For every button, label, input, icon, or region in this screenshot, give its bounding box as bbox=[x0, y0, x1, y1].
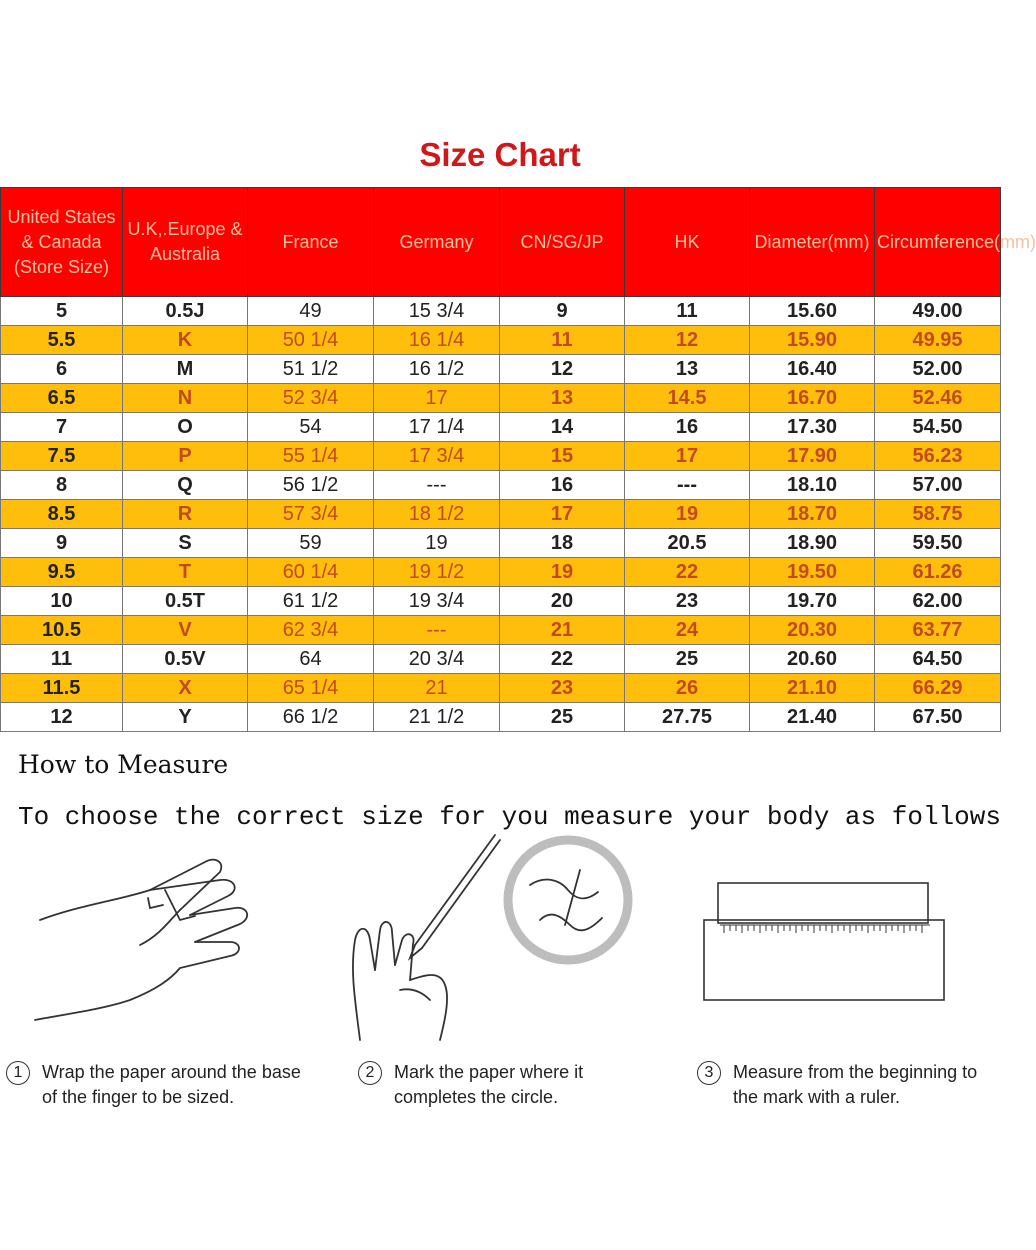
table-cell: 17 1/4 bbox=[374, 413, 500, 442]
table-cell: --- bbox=[374, 471, 500, 500]
table-cell: 14 bbox=[500, 413, 625, 442]
table-cell: N bbox=[123, 384, 248, 413]
table-cell: 12 bbox=[625, 326, 750, 355]
table-cell: 16 1/4 bbox=[374, 326, 500, 355]
table-row bbox=[1, 442, 1001, 471]
table-row bbox=[1, 384, 1001, 413]
table-cell: 5 bbox=[1, 297, 123, 326]
table-cell: 18.10 bbox=[750, 471, 875, 500]
table-row bbox=[1, 674, 1001, 703]
table-cell: 21.40 bbox=[750, 703, 875, 732]
table-cell: 24 bbox=[625, 616, 750, 645]
table-cell: 19 1/2 bbox=[374, 558, 500, 587]
table-cell: 18.70 bbox=[750, 500, 875, 529]
table-cell: 64.50 bbox=[875, 645, 1001, 674]
table-cell: S bbox=[123, 529, 248, 558]
step-1 bbox=[6, 1060, 312, 1110]
hand-wrap-illustration bbox=[30, 850, 280, 1050]
table-cell: 55 1/4 bbox=[248, 442, 374, 471]
step-2-text: Mark the paper where it completes the circle. bbox=[394, 1062, 584, 1107]
table-cell: 16.70 bbox=[750, 384, 875, 413]
step-3-text: Measure from the beginning to the mark with a ruler. bbox=[733, 1062, 978, 1107]
table-cell: 18.90 bbox=[750, 529, 875, 558]
table-cell: 19 3/4 bbox=[374, 587, 500, 616]
table-cell: 63.77 bbox=[875, 616, 1001, 645]
table-cell: 9 bbox=[500, 297, 625, 326]
table-cell: 50 1/4 bbox=[248, 326, 374, 355]
table-cell: 49.95 bbox=[875, 326, 1001, 355]
table-row bbox=[1, 587, 1001, 616]
table-cell: 21.10 bbox=[750, 674, 875, 703]
table-cell: 15 bbox=[500, 442, 625, 471]
table-cell: 16 bbox=[625, 413, 750, 442]
mark-paper-illustration bbox=[340, 830, 640, 1050]
table-row bbox=[1, 645, 1001, 674]
table-cell: 21 1/2 bbox=[374, 703, 500, 732]
step-number-1: 1 bbox=[6, 1061, 30, 1085]
table-cell: 7.5 bbox=[1, 442, 123, 471]
column-header: United States & Canada (Store Size) bbox=[1, 188, 123, 297]
table-row bbox=[1, 326, 1001, 355]
table-cell: 21 bbox=[374, 674, 500, 703]
table-cell: 59.50 bbox=[875, 529, 1001, 558]
step-number-2: 2 bbox=[358, 1061, 382, 1085]
table-cell: 19.70 bbox=[750, 587, 875, 616]
table-cell: 19 bbox=[500, 558, 625, 587]
column-header: HK bbox=[625, 188, 750, 297]
table-row bbox=[1, 616, 1001, 645]
how-to-measure-heading: How to Measure bbox=[18, 750, 229, 779]
table-cell: 9 bbox=[1, 529, 123, 558]
table-cell: 18 1/2 bbox=[374, 500, 500, 529]
table-cell: 61 1/2 bbox=[248, 587, 374, 616]
size-chart-table bbox=[0, 187, 1036, 732]
table-cell: R bbox=[123, 500, 248, 529]
table-cell: 14.5 bbox=[625, 384, 750, 413]
table-cell: 21 bbox=[500, 616, 625, 645]
table-cell: 23 bbox=[500, 674, 625, 703]
table-cell: 18 bbox=[500, 529, 625, 558]
table-cell: 20.60 bbox=[750, 645, 875, 674]
table-cell: 59 bbox=[248, 529, 374, 558]
measure-instruction: To choose the correct size for you measure your body as follows bbox=[18, 802, 1001, 832]
table-cell: X bbox=[123, 674, 248, 703]
table-cell: 60 1/4 bbox=[248, 558, 374, 587]
table-cell: 6.5 bbox=[1, 384, 123, 413]
table-cell: 54.50 bbox=[875, 413, 1001, 442]
table-cell: 6 bbox=[1, 355, 123, 384]
table-cell: 52.46 bbox=[875, 384, 1001, 413]
table-cell: 19.50 bbox=[750, 558, 875, 587]
table-cell: 26 bbox=[625, 674, 750, 703]
table-cell: Y bbox=[123, 703, 248, 732]
table-cell: 20 3/4 bbox=[374, 645, 500, 674]
table-cell: P bbox=[123, 442, 248, 471]
table-cell: 12 bbox=[500, 355, 625, 384]
table-cell: 0.5J bbox=[123, 297, 248, 326]
table-cell: 10 bbox=[1, 587, 123, 616]
table-row bbox=[1, 355, 1001, 384]
table-cell: --- bbox=[374, 616, 500, 645]
table-cell: 49 bbox=[248, 297, 374, 326]
table-cell: 56 1/2 bbox=[248, 471, 374, 500]
table-cell: T bbox=[123, 558, 248, 587]
table-row bbox=[1, 500, 1001, 529]
table-cell: 19 bbox=[374, 529, 500, 558]
table-cell: 56.23 bbox=[875, 442, 1001, 471]
table-cell: 20.5 bbox=[625, 529, 750, 558]
column-header: CN/SG/JP bbox=[500, 188, 625, 297]
table-cell: 22 bbox=[500, 645, 625, 674]
step-3 bbox=[697, 1060, 998, 1110]
table-row bbox=[1, 413, 1001, 442]
table-cell: 12 bbox=[1, 703, 123, 732]
table-cell: 11 bbox=[500, 326, 625, 355]
column-header: Germany bbox=[374, 188, 500, 297]
table-cell: 10.5 bbox=[1, 616, 123, 645]
table-cell: 67.50 bbox=[875, 703, 1001, 732]
table-cell: 27.75 bbox=[625, 703, 750, 732]
table-header-row bbox=[1, 188, 1001, 297]
table-cell: 17.30 bbox=[750, 413, 875, 442]
table-cell: 25 bbox=[625, 645, 750, 674]
table-cell: 11 bbox=[1, 645, 123, 674]
table-row bbox=[1, 703, 1001, 732]
column-header: U.K,.Europe & Australia bbox=[123, 188, 248, 297]
table-cell: 17 3/4 bbox=[374, 442, 500, 471]
table-cell: 7 bbox=[1, 413, 123, 442]
table-cell: 16 bbox=[500, 471, 625, 500]
table-cell: 22 bbox=[625, 558, 750, 587]
table-cell: 66.29 bbox=[875, 674, 1001, 703]
table-cell: 13 bbox=[500, 384, 625, 413]
table-cell: 13 bbox=[625, 355, 750, 384]
table-cell: 62.00 bbox=[875, 587, 1001, 616]
step-number-3: 3 bbox=[697, 1061, 721, 1085]
table-cell: 17.90 bbox=[750, 442, 875, 471]
table-cell: 49.00 bbox=[875, 297, 1001, 326]
table-cell: O bbox=[123, 413, 248, 442]
step-2 bbox=[358, 1060, 634, 1110]
table-row bbox=[1, 297, 1001, 326]
table-cell: 19 bbox=[625, 500, 750, 529]
table-cell: 57.00 bbox=[875, 471, 1001, 500]
table-cell: 8 bbox=[1, 471, 123, 500]
table-cell: 58.75 bbox=[875, 500, 1001, 529]
table-cell: 57 3/4 bbox=[248, 500, 374, 529]
table-cell: 8.5 bbox=[1, 500, 123, 529]
table-cell: 9.5 bbox=[1, 558, 123, 587]
table-cell: 16.40 bbox=[750, 355, 875, 384]
table-cell: M bbox=[123, 355, 248, 384]
table-cell: 17 bbox=[500, 500, 625, 529]
column-header: Diameter(mm) bbox=[750, 188, 875, 297]
table-row bbox=[1, 529, 1001, 558]
column-header: Circumference(mm) bbox=[875, 188, 1001, 297]
table-row bbox=[1, 471, 1001, 500]
table-cell: 54 bbox=[248, 413, 374, 442]
table-cell: 51 1/2 bbox=[248, 355, 374, 384]
table-cell: 52 3/4 bbox=[248, 384, 374, 413]
table-cell: K bbox=[123, 326, 248, 355]
table-cell: 11 bbox=[625, 297, 750, 326]
table-cell: 0.5T bbox=[123, 587, 248, 616]
table-cell: 25 bbox=[500, 703, 625, 732]
table-cell: V bbox=[123, 616, 248, 645]
table-cell: 11.5 bbox=[1, 674, 123, 703]
table-cell: 15 3/4 bbox=[374, 297, 500, 326]
table-row bbox=[1, 558, 1001, 587]
table-cell: 15.60 bbox=[750, 297, 875, 326]
step-1-text: Wrap the paper around the base of the finger to be sized. bbox=[42, 1062, 301, 1107]
table-cell: Q bbox=[123, 471, 248, 500]
table-cell: 52.00 bbox=[875, 355, 1001, 384]
table-cell: 16 1/2 bbox=[374, 355, 500, 384]
table-cell: 23 bbox=[625, 587, 750, 616]
table-cell: 64 bbox=[248, 645, 374, 674]
table-cell: 17 bbox=[625, 442, 750, 471]
ruler-illustration bbox=[700, 880, 950, 1010]
table-cell: 65 1/4 bbox=[248, 674, 374, 703]
table-cell: 20 bbox=[500, 587, 625, 616]
table-cell: 17 bbox=[374, 384, 500, 413]
table-cell: 5.5 bbox=[1, 326, 123, 355]
table-cell: --- bbox=[625, 471, 750, 500]
page-title: Size Chart bbox=[419, 136, 581, 173]
table-cell: 20.30 bbox=[750, 616, 875, 645]
table-cell: 61.26 bbox=[875, 558, 1001, 587]
column-header: France bbox=[248, 188, 374, 297]
table-cell: 15.90 bbox=[750, 326, 875, 355]
table-cell: 62 3/4 bbox=[248, 616, 374, 645]
table-cell: 66 1/2 bbox=[248, 703, 374, 732]
table-cell: 0.5V bbox=[123, 645, 248, 674]
